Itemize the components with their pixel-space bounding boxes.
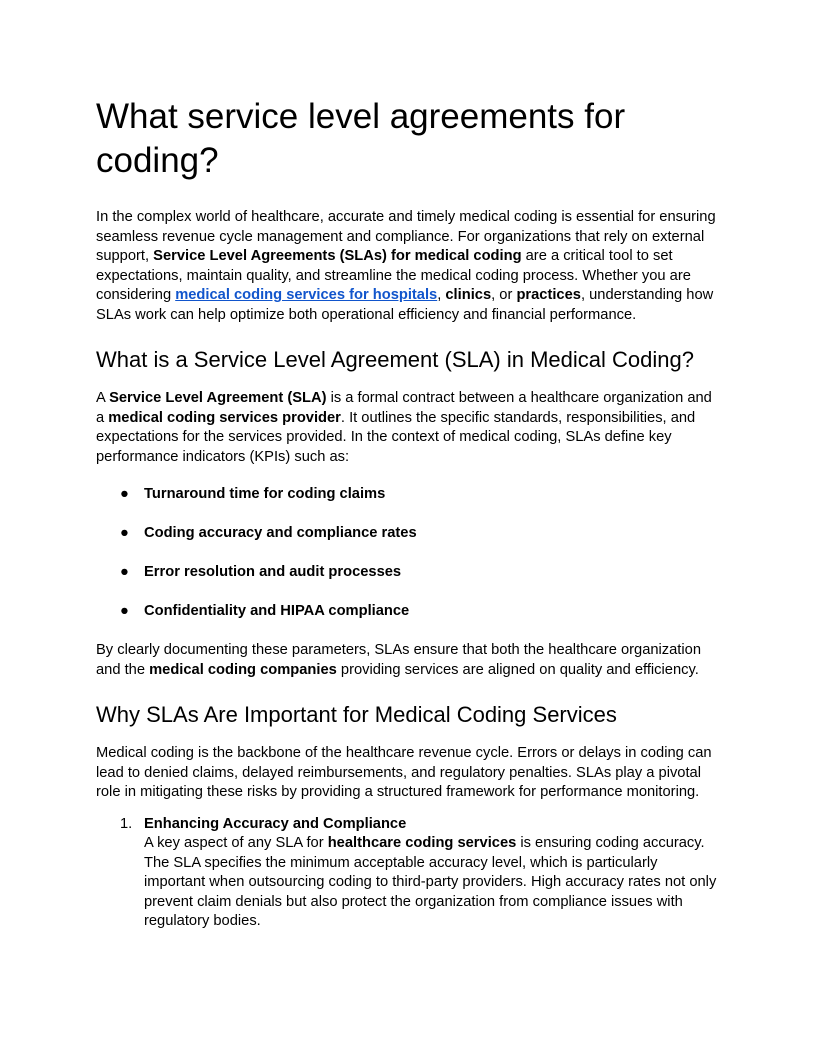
list-number: 1. [120,815,133,832]
list-item-text: is ensuring coding accuracy. The SLA specifies the minimum acceptable accuracy level, which is particularly important when outsourcing coding to third-party providers. High accuracy rates not only prevent claim denials but also protect the organization from compliance issues with regulatory bodies. [144,835,717,929]
page-title: What service level agreements for coding? [96,97,626,180]
intro-text: , understanding how SLAs work can help optimize both operational efficiency and financial performance. [96,287,714,323]
list-item [96,563,720,583]
list-item-title: Enhancing Accuracy and Compliance [144,815,407,832]
document-page [96,95,720,932]
intro-bold-slas: Service Level Agreements (SLAs) for medical coding [153,248,522,264]
list-item [96,485,720,505]
list-item-text: A key aspect of any SLA for [144,835,328,851]
bold-sla: Service Level Agreement (SLA) [109,390,327,406]
intro-text: , [437,287,446,303]
intro-text: are a critical tool to set expectations, maintain quality, and streamline the medical coding process. Whether you are considering [96,248,691,303]
bullet-icon: ● [120,564,129,580]
intro-bold-clinics: clinics [445,287,492,303]
intro-bold-practices: practices [516,287,581,303]
list-item [96,815,720,932]
bullet-icon: ● [120,603,129,619]
section-heading-why-slas: Why SLAs Are Important for Medical Coding Services [96,702,617,727]
numbered-list [96,815,720,932]
list-item-text: Confidentiality and HIPAA compliance [144,603,410,619]
why-slas-paragraph: Medical coding is the backbone of the healthcare revenue cycle. Errors or delays in coding can lead to denied claims, delayed reimbursements, and regulatory penalties. SLAs play a pivotal role in mitigating these risks by providing a structured framework for performance monitoring. [96,745,712,800]
hospitals-link[interactable]: medical coding services for hospitals [175,287,438,303]
intro-paragraph [96,208,720,325]
paragraph-text: is a formal contract between a healthcare organization and a [96,390,712,426]
bold-provider: medical coding services provider [108,409,341,426]
section-heading-sla-definition: What is a Service Level Agreement (SLA) in Medical Coding? [96,347,694,372]
sla-summary-paragraph [96,641,720,680]
kpi-bullet-list [96,485,720,622]
intro-text: , or [491,287,517,303]
intro-text: In the complex world of healthcare, accurate and timely medical coding is essential for ensuring seamless revenue cycle management and compliance. For organizations that rely on external support, [96,209,716,264]
list-item-text: Error resolution and audit processes [144,564,402,580]
list-item [96,524,720,544]
bold-coding-companies: medical coding companies [149,661,337,678]
bullet-icon: ● [120,525,129,541]
bold-healthcare-coding-services: healthcare coding services [327,835,517,851]
paragraph-text: providing services are aligned on quality and efficiency. [336,661,699,678]
paragraph-text: By clearly documenting these parameters, SLAs ensure that both the healthcare organization and the [96,642,701,678]
paragraph-text: A [96,390,110,406]
list-item-text: Turnaround time for coding claims [144,486,386,502]
list-item-text: Coding accuracy and compliance rates [144,525,417,541]
paragraph-text: . It outlines the specific standards, responsibilities, and expectations for the services provided. In the context of medical coding, SLAs define key performance indicators (KPIs) such as: [96,409,696,465]
bullet-icon: ● [120,486,129,502]
list-item [96,602,720,622]
sla-definition-paragraph [96,389,720,467]
